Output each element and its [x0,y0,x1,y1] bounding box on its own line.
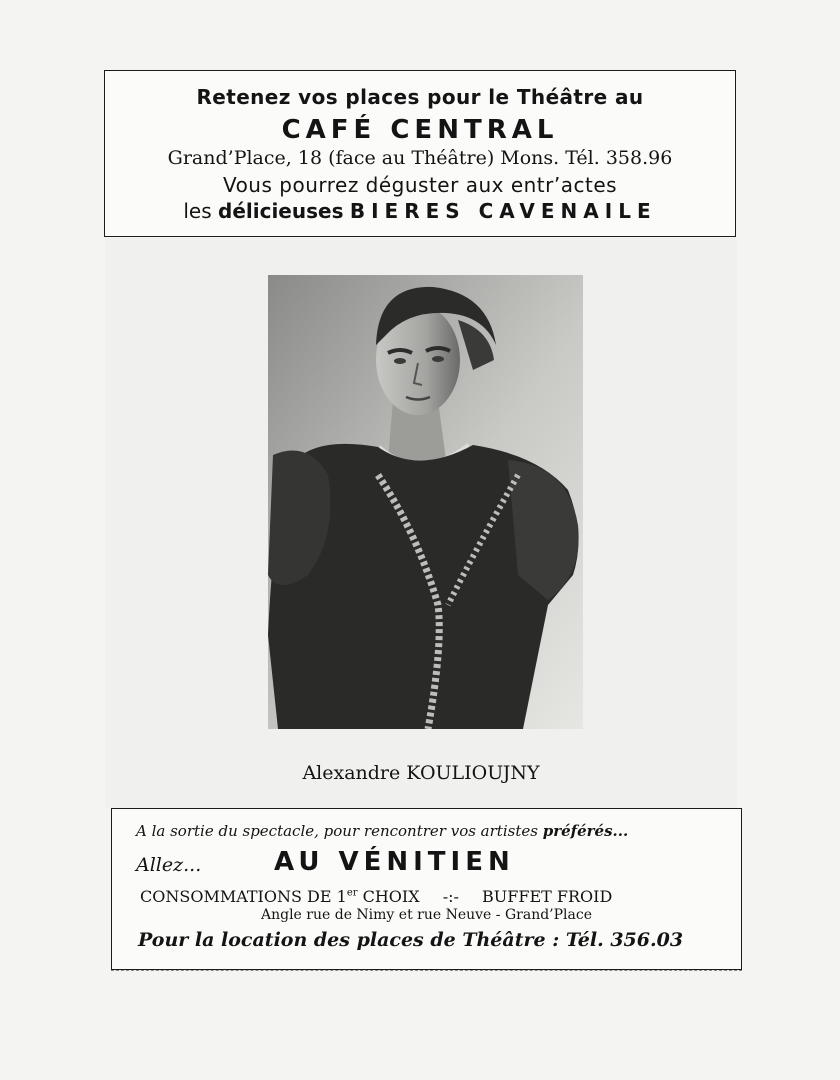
beer-prefix: les [183,199,212,223]
cafe-central-name: CAFÉ CENTRAL [281,115,559,145]
beer-adjective: délicieuses [218,199,344,223]
intermission-text: Vous pourrez déguster aux entr’actes [222,173,618,197]
dancer-portrait-illustration [268,275,583,729]
after-show-part1: A la sortie du spectacle, pour rencontrer vos artistes [136,822,538,840]
bottom-dashed-rule [111,970,742,971]
beer-line [105,199,735,223]
photo-caption: Alexandre KOULIOUJNY [302,762,540,784]
au-venitien-name: AU VÉNITIEN [274,847,515,877]
reserve-seats-text: Retenez vos places pour le Théâtre au [196,85,644,109]
consommations-post: CHOIX [357,887,420,906]
consommations-sup: er [346,887,358,899]
after-show-text [136,822,628,840]
allez-text: Allez... [136,854,202,876]
beer-brand: BIERES CAVENAILE [349,199,657,223]
ticket-location-text: Pour la location des places de Théâtre : Tél. 356.03 [138,929,684,951]
consommations-pre: CONSOMMATIONS DE 1 [140,887,347,906]
au-venitien-ad [111,808,742,970]
venitien-address: Angle rue de Nimy et rue Neuve - Grand’Place [260,907,592,923]
consommations-line [140,887,720,906]
cafe-central-ad [104,70,736,237]
dancer-portrait-photo [268,275,583,729]
separator-text: -:- [442,887,459,906]
cafe-address: Grand’Place, 18 (face au Théâtre) Mons. Tél. 358.96 [167,147,673,169]
buffet-froid-text: BUFFET FROID [482,887,613,906]
after-show-part2: préférés... [542,822,629,840]
